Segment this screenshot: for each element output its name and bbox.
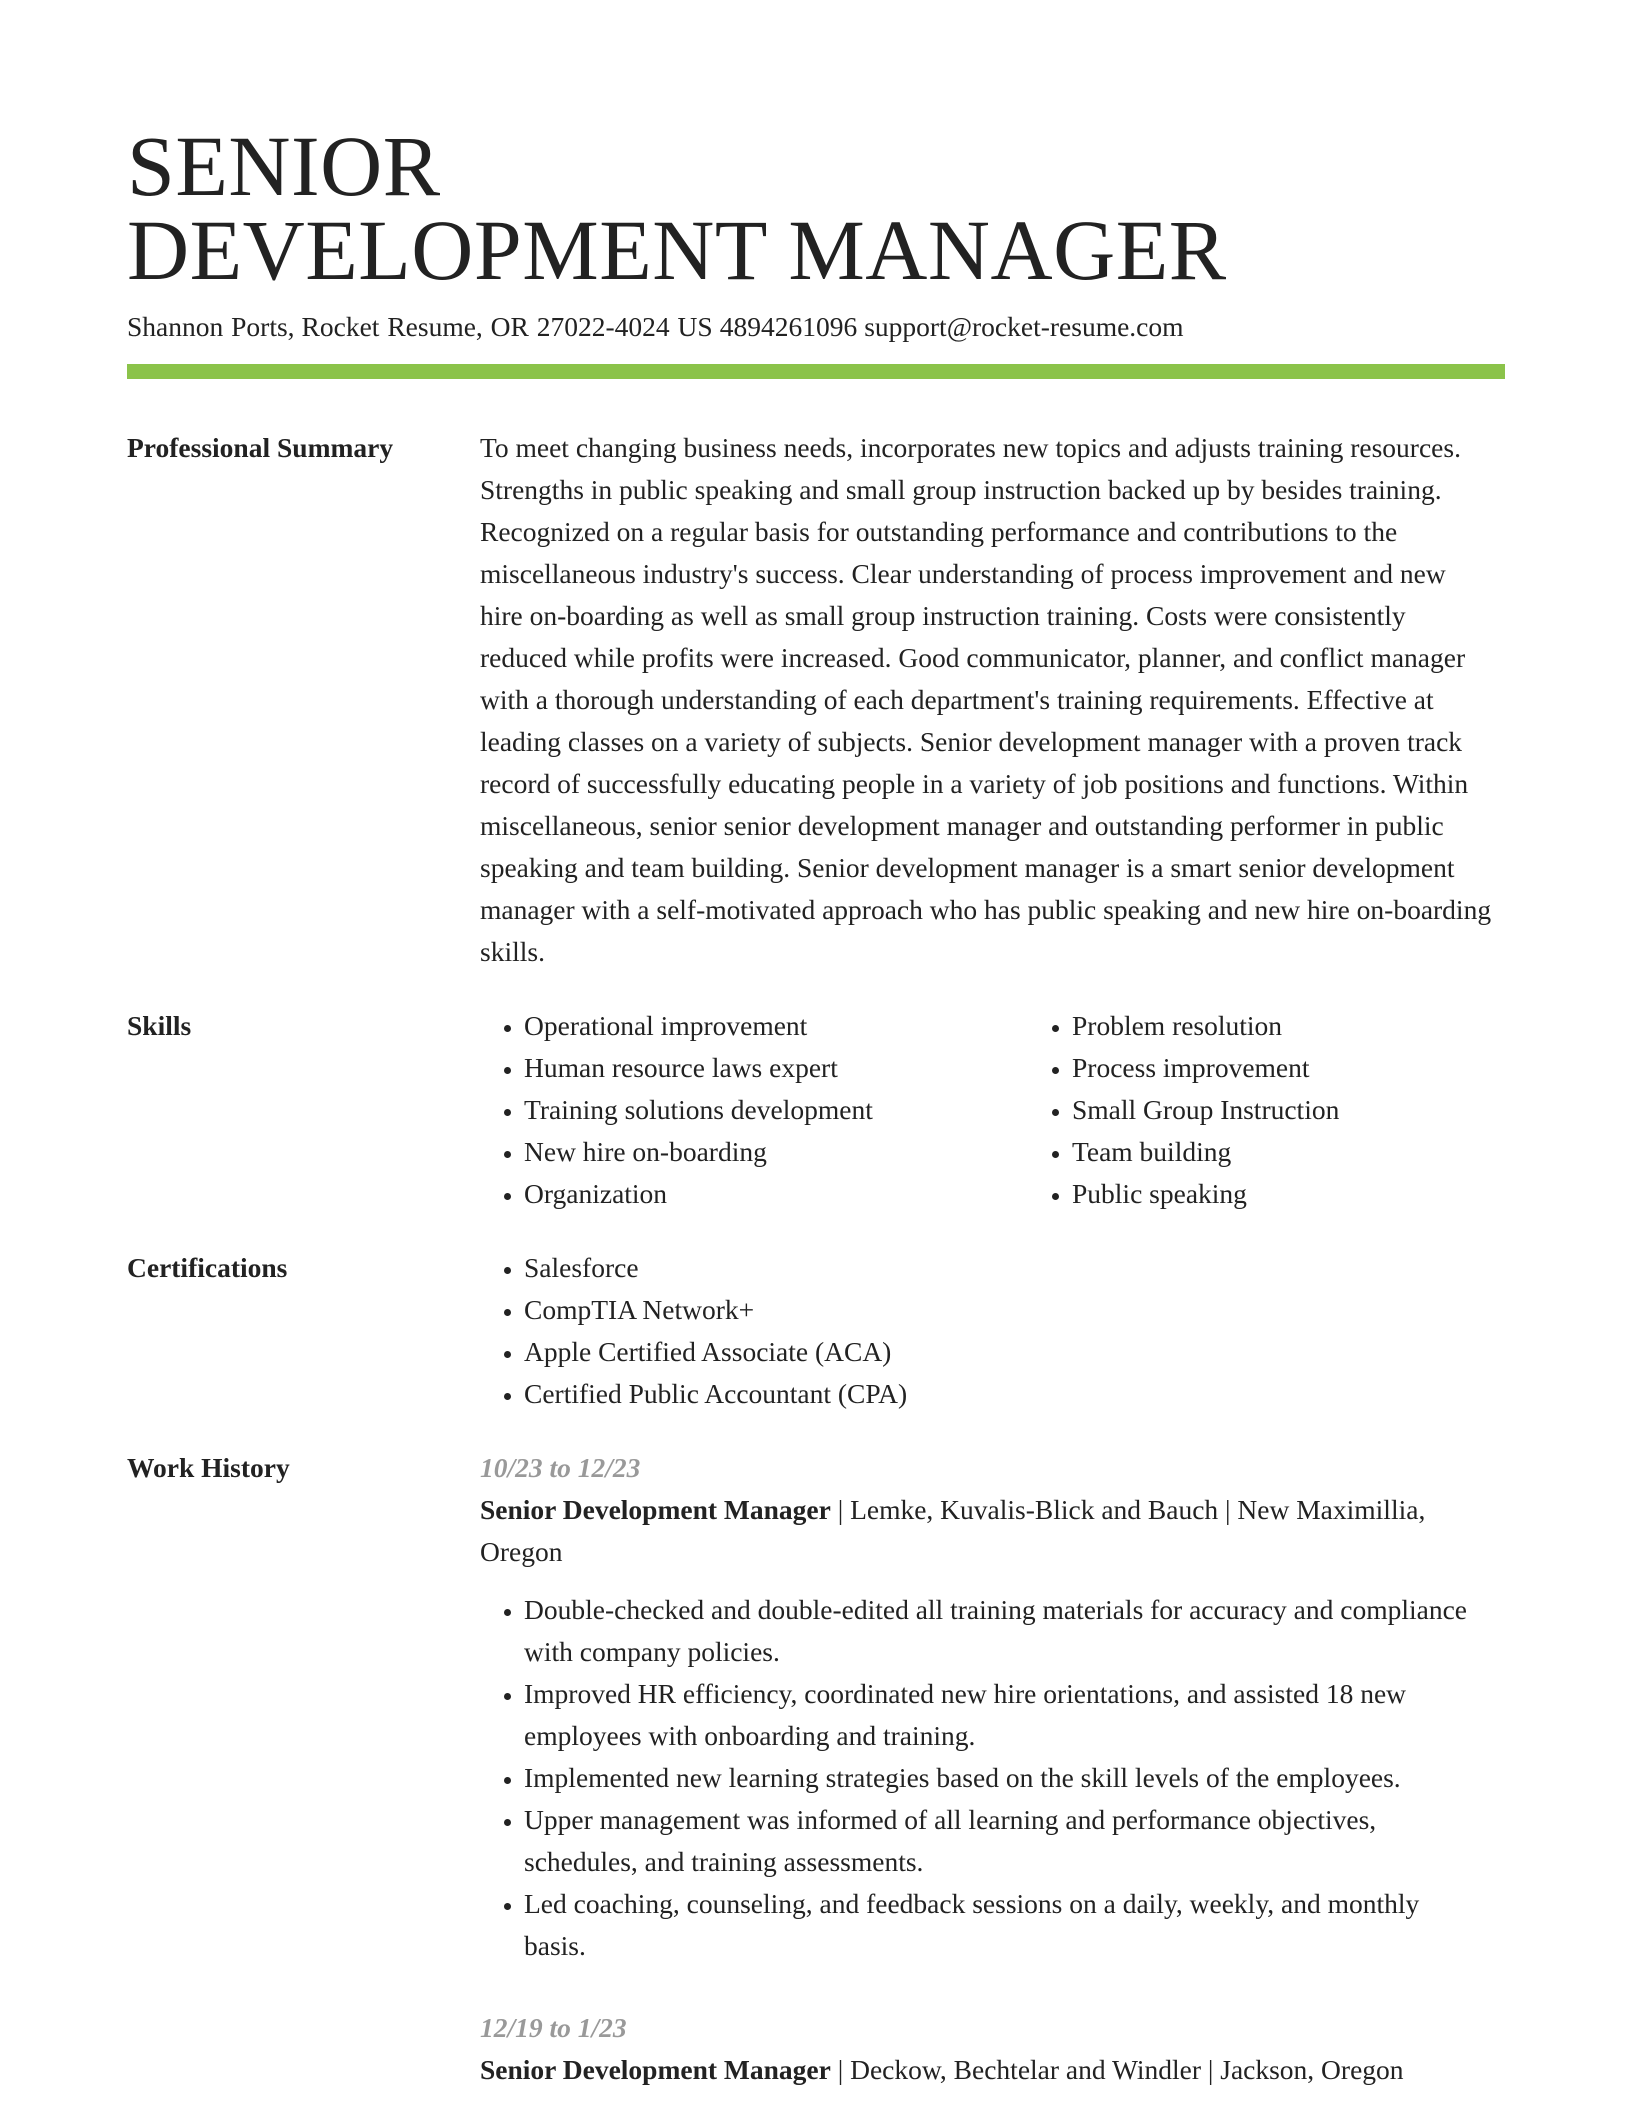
name-line-1: SENIOR	[127, 118, 441, 214]
skill-item: • Operational improvement	[524, 1005, 1028, 1047]
contact-phone: 4894261096	[719, 311, 858, 342]
work-history-heading: Work History	[127, 1452, 290, 1483]
job-title: Senior Development Manager	[480, 1494, 831, 1525]
certification-item: • Apple Certified Associate (ACA)	[524, 1331, 1505, 1373]
job-bullet: • Implemented new learning strategies based on the skill levels of the employees.	[524, 1757, 1485, 1799]
skill-item: • New hire on-boarding	[524, 1131, 1028, 1173]
skill-item: • Small Group Instruction	[1072, 1089, 1576, 1131]
certification-item: • Certified Public Accountant (CPA)	[524, 1373, 1505, 1415]
skill-item: • Team building	[1072, 1131, 1576, 1173]
certifications-heading: Certifications	[127, 1252, 288, 1283]
job-bullet: • Led coaching, counseling, and feedback sessions on a daily, weekly, and monthly basis.	[524, 1883, 1485, 1967]
name-line-2: DEVELOPMENT MANAGER	[127, 202, 1227, 298]
job-employer-location: | Lemke, Kuvalis-Blick and Bauch | New Maximillia, Oregon	[480, 1494, 1426, 1567]
contact-name: Shannon Ports,	[127, 311, 295, 342]
skills-section	[127, 1005, 1505, 1215]
skill-item: • Training solutions development	[524, 1089, 1028, 1131]
resume-name	[127, 118, 1505, 298]
skill-item: • Human resource laws expert	[524, 1047, 1028, 1089]
job-bullet: • Improved HR efficiency, coordinated new hire orientations, and assisted 18 new employees with onboarding and training.	[524, 1673, 1485, 1757]
skills-heading: Skills	[127, 1010, 192, 1041]
certification-item: • Salesforce	[524, 1247, 1505, 1289]
skills-list-left	[480, 1005, 1028, 1215]
job-entry	[480, 2007, 1505, 2091]
resume-page	[127, 118, 1505, 2091]
job-employer-location: | Deckow, Bechtelar and Windler | Jackson, Oregon	[830, 2054, 1404, 2085]
job-entry	[480, 1447, 1505, 1967]
skill-item: • Process improvement	[1072, 1047, 1576, 1089]
contact-email: support@rocket-resume.com	[864, 311, 1184, 342]
job-bullet: • Double-checked and double-edited all training materials for accuracy and compliance with company policies.	[524, 1589, 1485, 1673]
job-title: Senior Development Manager	[480, 2054, 831, 2085]
contact-address: Rocket Resume, OR 27022-4024 US	[301, 311, 713, 342]
summary-text: To meet changing business needs, incorporates new topics and adjusts training resources. Strengths in public speaking and small group instruction backed up by besides training. Recognized on a regular basis for outstanding performance and contributions to the miscellaneous industry's success. Clear understanding of process improvement and new hire on-boarding as well as small group instruction training. Costs were consistently reduced while profits were increased. Good communicator, planner, and conflict manager with a thorough understanding of each department's training requirements. Effective at leading classes on a variety of subjects. Senior development manager with a proven track record of successfully educating people in a variety of job positions and functions. Within miscellaneous, senior senior development manager and outstanding performer in public speaking and team building. Senior development manager is a smart senior development manager with a self-motivated approach who has public speaking and new hire on-boarding skills.	[480, 432, 1492, 967]
job-dates: 12/19 to 1/23	[480, 2012, 627, 2043]
job-bullet: • Upper management was informed of all learning and performance objectives, schedules, and training assessments.	[524, 1799, 1485, 1883]
job-title-line	[480, 1489, 1505, 1573]
skills-list-right	[1028, 1005, 1576, 1215]
accent-divider	[127, 364, 1505, 379]
job-title-line	[480, 2049, 1505, 2091]
summary-section	[127, 427, 1505, 973]
summary-heading: Professional Summary	[127, 432, 394, 463]
skill-item: • Public speaking	[1072, 1173, 1576, 1215]
contact-line	[127, 310, 1505, 344]
certifications-list	[480, 1247, 1505, 1415]
certifications-section	[127, 1247, 1505, 1415]
skill-item: • Problem resolution	[1072, 1005, 1576, 1047]
job-dates: 10/23 to 12/23	[480, 1452, 641, 1483]
certification-item: • CompTIA Network+	[524, 1289, 1505, 1331]
job-bullets	[480, 1589, 1505, 1967]
work-history-section	[127, 1447, 1505, 2091]
skill-item: • Organization	[524, 1173, 1028, 1215]
